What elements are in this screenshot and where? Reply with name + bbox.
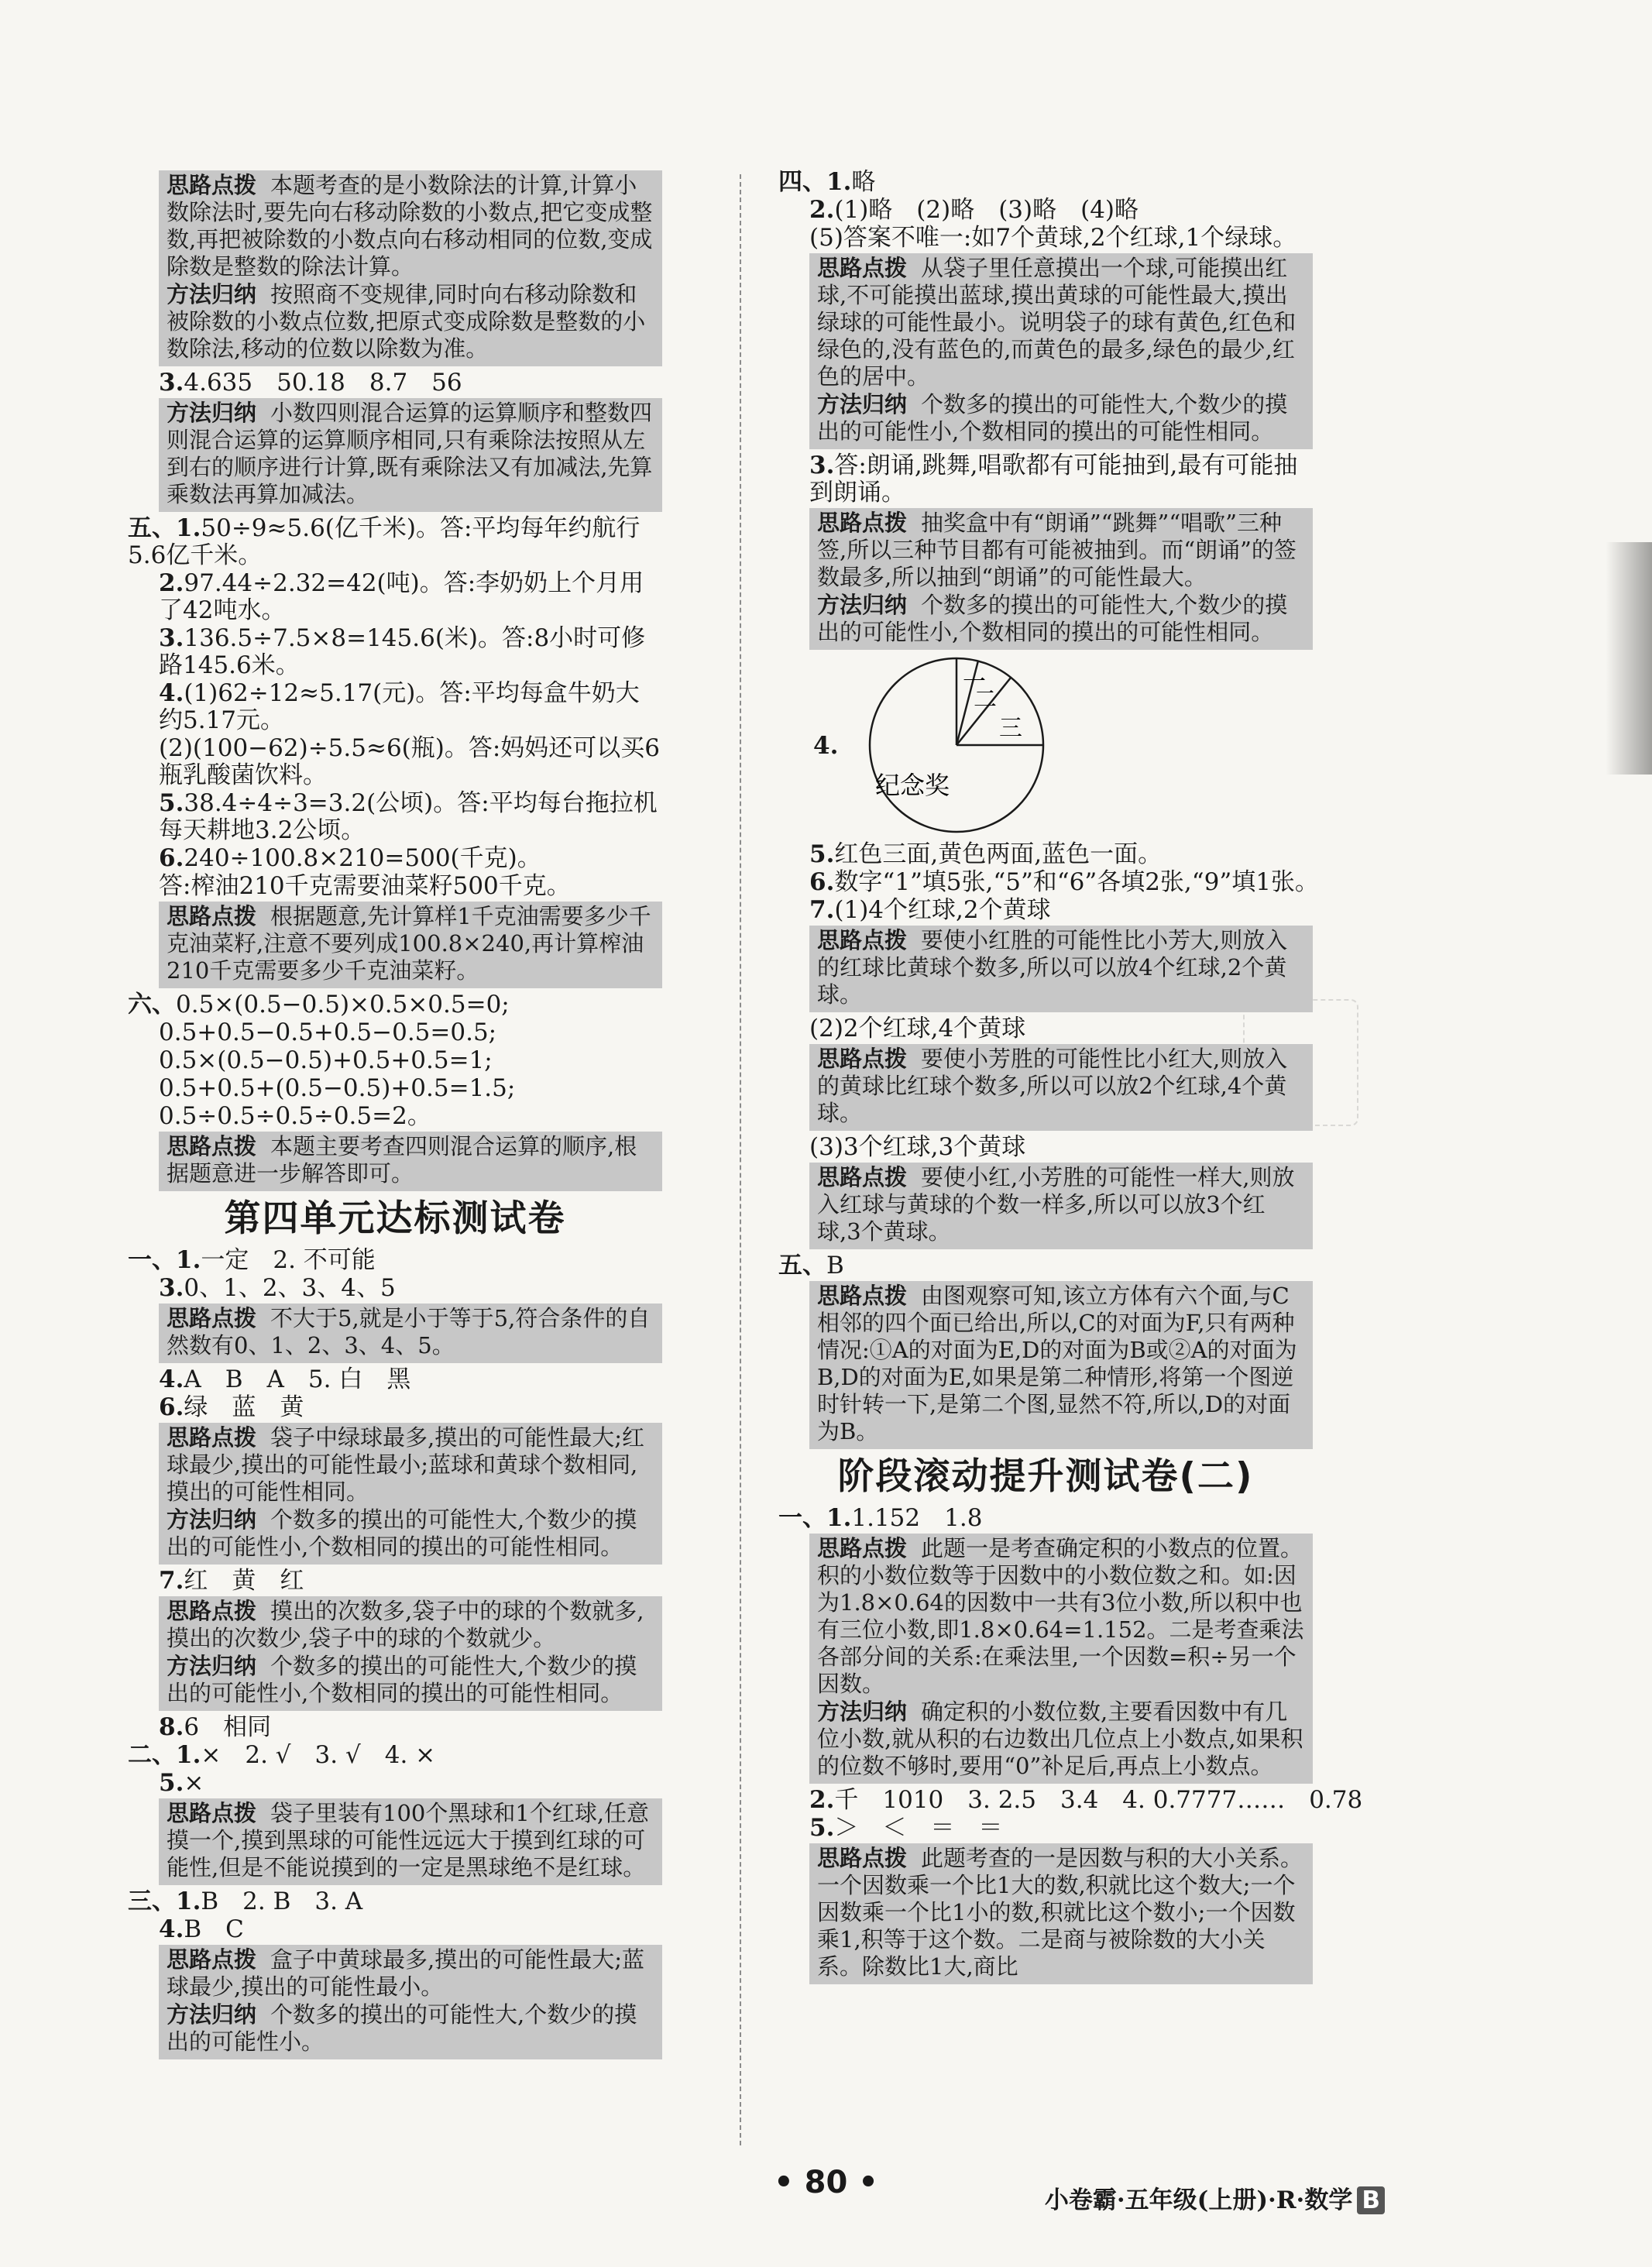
hint-line: 思路点拨 盒子中黄球最多,摸出的可能性最大;蓝球最少,摸出的可能性最小。	[167, 1946, 645, 2000]
column-divider	[740, 174, 741, 2145]
question-number: 4.	[813, 732, 839, 760]
answer-line: 2.(1)略 (2)略 (3)略 (4)略	[809, 196, 1139, 224]
pie-label-one: 一	[963, 668, 986, 696]
answer-line: 二、1.× 2. √ 3. √ 4. ×	[128, 1741, 436, 1769]
hint-box	[159, 1423, 662, 1565]
answer-line: 6.240÷100.8×210=500(千克)。	[159, 844, 541, 872]
hint-line: 思路点拨 摸出的次数多,袋子中的球的个数就多,摸出的次数少,袋子中的球的个数就少。	[167, 1598, 644, 1651]
hint-line: 思路点拨 要使小芳胜的可能性比小红大,则放入的黄球比红球个数多,所以可以放2个红球,4个黄球。	[817, 1046, 1288, 1126]
answer-line: (2)2个红球,4个黄球	[809, 1015, 1026, 1042]
hint-box	[809, 253, 1313, 449]
hint-line: 思路点拨 本题考查的是小数除法的计算,计算小数除法时,要先向右移动除数的小数点,把它变成整数,再把被除数的小数点向右移动相同的位数,变成除数是整数的除法计算。	[167, 172, 653, 280]
book-title	[1045, 2180, 1385, 2215]
answer-line: (3)3个红球,3个黄球	[809, 1133, 1026, 1161]
pie-label-two: 二	[974, 686, 997, 713]
hint-box	[159, 1945, 662, 2059]
hint-box	[809, 1163, 1313, 1249]
answer-line: 五、B	[778, 1252, 844, 1279]
method-line: 方法归纳 按照商不变规律,同时向右移动除数和被除数的小数点位数,把原式变成除数是整数的小数除法,移动的位数以除数为准。	[167, 281, 646, 362]
method-line: 方法归纳 个数多的摸出的可能性大,个数少的摸出的可能性小,个数相同的摸出的可能性相同。	[167, 1653, 637, 1706]
edition-badge: B	[1357, 2186, 1385, 2214]
stage-test-title: 阶段滚动提升测试卷(二)	[837, 1455, 1254, 1498]
hint-box	[809, 1044, 1313, 1131]
section-five	[128, 515, 662, 900]
hint-line: 思路点拨 从袋子里任意摸出一个球,可能摸出红球,不可能摸出蓝球,摸出黄球的可能性最大,摸出绿球的可能性最小。说明袋子的球有黄色,红色和绿色的,没有蓝色的,而黄色的最多,绿色的最少,红色的居中。	[817, 255, 1297, 390]
hint-box	[159, 1304, 662, 1363]
method-line: 方法归纳 个数多的摸出的可能性大,个数少的摸出的可能性小,个数相同的摸出的可能性相同。	[167, 1506, 637, 1560]
hint-line: 思路点拨 本题主要考查四则混合运算的顺序,根据题意进一步解答即可。	[167, 1133, 637, 1187]
hint-box	[809, 926, 1313, 1012]
answer-line: 4.A B A 5. 白 黑	[159, 1365, 411, 1393]
answer-line: 2.千 1010 3. 2.5 3.4 4. 0.7777…… 0.78	[809, 1786, 1363, 1814]
page-edge-shadow	[1606, 542, 1652, 775]
method-box	[159, 398, 662, 512]
answer-line: 3.4.635 50.18 8.7 56	[159, 369, 462, 397]
answer-line: (2)(100−62)÷5.5≈6(瓶)。答:妈妈还可以买6瓶乳酸菌饮料。	[159, 734, 661, 789]
spinner-pie	[840, 654, 1073, 836]
method-line: 方法归纳 个数多的摸出的可能性大,个数少的摸出的可能性小。	[167, 2001, 637, 2055]
pie-label-prize: 纪念奖	[875, 771, 950, 800]
answer-line: 六、0.5×(0.5−0.5)×0.5×0.5=0;	[128, 991, 510, 1018]
section-six	[128, 991, 662, 1130]
hint-box	[809, 1534, 1313, 1784]
answer-line: 5.＞ ＜ ＝ ＝	[809, 1814, 1003, 1842]
hint-box	[809, 1843, 1313, 1984]
answer-line: (5)答案不唯一:如7个黄球,2个红球,1个绿球。	[809, 224, 1297, 252]
pie-figure	[778, 654, 1313, 836]
right-column	[778, 168, 1363, 1987]
answer-line: 5.红色三面,黄色两面,蓝色一面。	[809, 840, 1163, 868]
method-line: 方法归纳 确定积的小数位数,主要看因数中有几位小数,就从积的右边数出几位点上小数点,如果积的位数不够时,要用“0”补足后,再点上小数点。	[817, 1699, 1303, 1779]
hint-box	[159, 1798, 662, 1885]
hint-box	[159, 170, 662, 366]
answer-line: 一、1.一定 2. 不可能	[128, 1246, 376, 1274]
answer-line: 6.数字“1”填5张,“5”和“6”各填2张,“9”填1张。	[809, 868, 1319, 896]
answer-line: 0.5÷0.5÷0.5÷0.5=2。	[159, 1102, 431, 1130]
answer-line: 0.5+0.5−0.5+0.5−0.5=0.5;	[159, 1018, 497, 1046]
answer-line: 一、1.1.152 1.8	[778, 1504, 983, 1532]
answer-line: 0.5+0.5+(0.5−0.5)+0.5=1.5;	[159, 1074, 516, 1102]
answer-line: 3.0、1、2、3、4、5	[159, 1274, 396, 1302]
hint-line: 思路点拨 根据题意,先计算样1千克油需要多少千克油菜籽,注意不要列成100.8×240,再计算榨油210千克需要多少千克油菜籽。	[167, 903, 651, 984]
answer-line: 答:榨油210千克需要油菜籽500千克。	[159, 872, 571, 900]
answer-line: 三、1.B 2. B 3. A	[128, 1887, 363, 1915]
hint-line: 思路点拨 由图观察可知,该立方体有六个面,与C相邻的四个面已给出,所以,C的对面为F,只有两种情况:①A的对面为E,D的对面为B或②A的对面为B,D的对面为E,如果是第二种情形,将第一个图逆时针转一下,是第二个图,显然不符,所以,D的对面为B。	[817, 1283, 1297, 1444]
answer-line: 3.136.5÷7.5×8=145.6(米)。答:8小时可修路145.6米。	[159, 624, 646, 679]
left-column	[128, 169, 662, 2063]
hint-line: 思路点拨 抽奖盒中有“朗诵”“跳舞”“唱歌”三种签,所以三种节目都有可能被抽到。而“朗诵”的签数最多,所以抽到“朗诵”的可能性最大。	[817, 510, 1297, 590]
answer-line: 五、1.50÷9≈5.6(亿千米)。答:平均每年约航行5.6亿千米。	[128, 514, 641, 569]
book-title-text: 小卷霸·五年级(上册)·R·数学	[1044, 2186, 1353, 2214]
method-line: 方法归纳 个数多的摸出的可能性大,个数少的摸出的可能性小,个数相同的摸出的可能性相同。	[817, 391, 1288, 445]
hint-box	[809, 508, 1313, 650]
answer-line: 5.38.4÷4÷3=3.2(公顷)。答:平均每台拖拉机每天耕地3.2公顷。	[159, 789, 658, 844]
hint-line: 思路点拨 此题考查的一是因数与积的大小关系。一个因数乘一个比1大的数,积就比这个数大;一个因数乘一个比1小的数,积就比这个数小;一个因数乘1,积等于这个数。二是商与被除数的大小关系。除数比1大,商比	[817, 1845, 1303, 1980]
hint-line: 思路点拨 袋子里装有100个黑球和1个红球,任意摸一个,摸到黑球的可能性远远大于摸到红球的可能性,但是不能说摸到的一定是黑球绝不是红球。	[167, 1800, 650, 1881]
hint-box	[159, 1596, 662, 1711]
unit-four-title: 第四单元达标测试卷	[224, 1197, 566, 1240]
answer-line: 4.B C	[159, 1915, 244, 1943]
answer-line: 2.97.44÷2.32=42(吨)。答:李奶奶上个月用了42吨水。	[159, 569, 644, 624]
answer-line: 四、1.略	[778, 168, 876, 196]
page-number: • 80 •	[774, 2165, 878, 2200]
hint-line: 思路点拨 不大于5,就是小于等于5,符合条件的自然数有0、1、2、3、4、5。	[167, 1305, 651, 1358]
answer-line: 7.红 黄 红	[159, 1567, 304, 1595]
hint-line: 思路点拨 要使小红胜的可能性比小芳大,则放入的红球比黄球个数多,所以可以放4个红球,2个黄球。	[817, 927, 1288, 1008]
answer-line: 6.绿 蓝 黄	[159, 1393, 304, 1421]
method-line: 方法归纳 个数多的摸出的可能性大,个数少的摸出的可能性小,个数相同的摸出的可能性相同。	[817, 592, 1288, 645]
hint-box	[159, 1132, 662, 1191]
hint-box	[809, 1281, 1313, 1449]
answer-line: 3.答:朗诵,跳舞,唱歌都有可能抽到,最有可能抽到朗诵。	[809, 452, 1298, 507]
answer-line: 0.5×(0.5−0.5)+0.5+0.5=1;	[159, 1046, 493, 1074]
hint-line: 思路点拨 此题一是考查确定积的小数点的位置。积的小数位数等于因数中的小数位数之和。如:因为1.8×0.64的因数中一共有3位小数,所以积中也有三位小数,即1.8×0.64=1.152。二是考查乘法各部分间的关系:在乘法里,一个因数=积÷另一个因数。	[817, 1535, 1304, 1697]
method-line: 方法归纳 小数四则混合运算的运算顺序和整数四则混合运算的运算顺序相同,只有乘除法按照从左到右的顺序进行计算,既有乘除法又有加减法,先算乘数法再算加减法。	[167, 400, 653, 507]
hint-line: 思路点拨 要使小红,小芳胜的可能性一样大,则放入红球与黄球的个数一样多,所以可以放3个红球,3个黄球。	[817, 1164, 1295, 1245]
answer-line: 4.(1)62÷12≈5.17(元)。答:平均每盒牛奶大约5.17元。	[159, 679, 640, 734]
hint-box	[159, 902, 662, 988]
pie-label-three: 三	[999, 715, 1022, 742]
answer-line: 5.×	[159, 1769, 204, 1797]
answer-line: 7.(1)4个红球,2个黄球	[809, 896, 1051, 924]
answer-line: 8.6 相同	[159, 1713, 272, 1741]
hint-line: 思路点拨 袋子中绿球最多,摸出的可能性最大;红球最少,摸出的可能性最小;蓝球和黄球个数相同,摸出的可能性相同。	[167, 1424, 645, 1505]
